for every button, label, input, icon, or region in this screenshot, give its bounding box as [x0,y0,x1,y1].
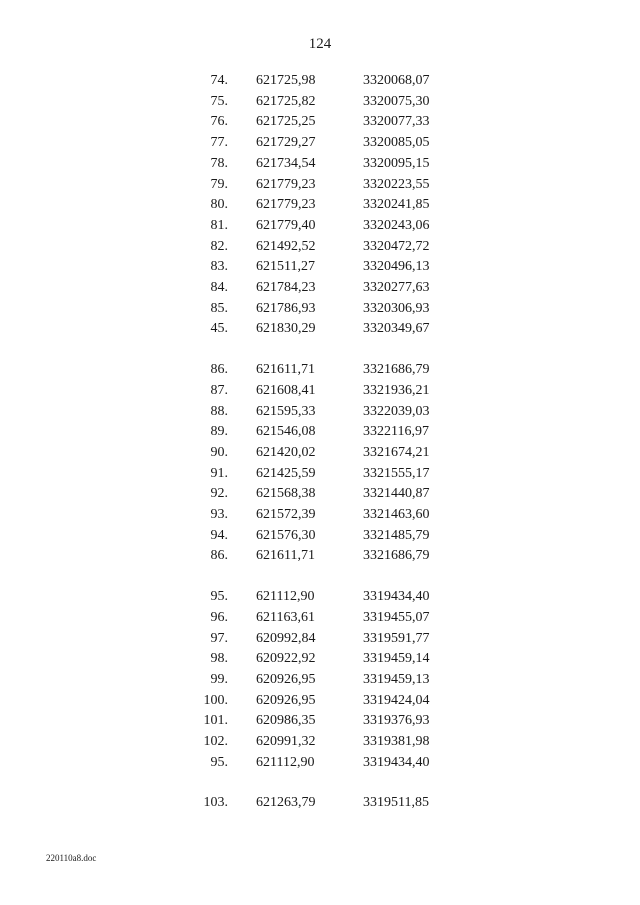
table-row [0,421,640,442]
y-coordinate: 3319434,40 [363,754,430,770]
x-coordinate: 621163,61 [256,609,315,625]
x-coordinate: 620926,95 [256,671,316,687]
table-row [0,132,640,153]
table-row [0,586,640,607]
table-row [0,174,640,195]
point-number: 95. [210,754,228,770]
table-row [0,442,640,463]
point-number: 100. [203,692,228,708]
point-number: 78. [210,155,228,171]
table-row [0,504,640,525]
point-number: 89. [210,424,228,440]
y-coordinate: 3319376,93 [363,713,430,729]
point-number: 74. [210,73,228,88]
y-coordinate: 3322039,03 [363,403,430,419]
point-number: 84. [210,280,228,295]
x-coordinate: 621611,71 [256,362,315,378]
table-row [0,111,640,132]
y-coordinate: 3319424,04 [363,692,430,708]
table-row [0,153,640,174]
x-coordinate: 621112,90 [256,589,315,605]
table-row [0,70,640,91]
x-coordinate: 621595,33 [256,403,316,419]
point-number: 76. [210,114,228,130]
point-number: 87. [210,382,228,398]
table-row [0,215,640,236]
table-row [0,752,640,773]
x-coordinate: 621112,90 [256,754,315,770]
x-coordinate: 621263,79 [256,795,316,811]
table-row [0,525,640,546]
x-coordinate: 621729,27 [256,135,316,151]
table-row [0,318,640,339]
x-coordinate: 620991,32 [256,734,316,749]
y-coordinate: 3319591,77 [363,630,430,646]
point-number: 93. [210,507,228,522]
point-number: 81. [210,217,228,233]
point-number: 79. [210,176,228,192]
x-coordinate: 621830,29 [256,321,316,337]
point-number: 91. [210,465,228,481]
table-row [0,277,640,298]
table-row [0,648,640,669]
x-coordinate: 621779,40 [256,217,316,233]
table-row [0,194,640,215]
table-row [0,256,640,277]
point-number: 83. [210,259,228,275]
y-coordinate: 3320243,06 [363,217,430,233]
point-number: 80. [210,197,228,213]
point-number: 96. [210,609,228,625]
table-row [0,669,640,690]
x-coordinate: 621576,30 [256,527,316,543]
y-coordinate: 3321555,17 [363,465,430,481]
x-coordinate: 621608,41 [256,382,316,398]
y-coordinate: 3321936,21 [363,382,430,398]
table-row [0,91,640,112]
x-coordinate: 621511,27 [256,259,315,275]
y-coordinate: 3320349,67 [363,321,430,337]
point-number: 77. [210,135,228,151]
table-row [0,401,640,422]
x-coordinate: 621725,98 [256,73,316,88]
y-coordinate: 3321674,21 [363,444,430,460]
table-row [0,359,640,380]
y-coordinate: 3321485,79 [363,527,430,543]
y-coordinate: 3320077,33 [363,114,430,130]
point-number: 88. [210,403,228,419]
y-coordinate: 3320277,63 [363,280,430,295]
point-number: 98. [210,651,228,667]
x-coordinate: 621546,08 [256,424,316,440]
y-coordinate: 3320085,05 [363,135,430,151]
footer-filename: 220110a8.doc [46,853,97,863]
y-coordinate: 3320472,72 [363,238,430,254]
point-number: 95. [210,589,228,605]
y-coordinate: 3319381,98 [363,734,430,749]
point-number: 86. [210,548,228,564]
y-coordinate: 3319459,13 [363,671,430,687]
point-number: 45. [210,321,228,337]
point-number: 99. [210,671,228,687]
point-number: 86. [210,362,228,378]
x-coordinate: 621572,39 [256,507,316,522]
table-row [0,463,640,484]
table-row [0,792,640,813]
y-coordinate: 3319511,85 [363,795,429,811]
x-coordinate: 621492,52 [256,238,316,254]
x-coordinate: 621784,23 [256,280,316,295]
x-coordinate: 621725,82 [256,93,316,109]
y-coordinate: 3321463,60 [363,507,430,522]
y-coordinate: 3321440,87 [363,486,430,502]
y-coordinate: 3321686,79 [363,362,430,378]
point-number: 101. [203,713,228,729]
table-row [0,690,640,711]
table-row [0,731,640,752]
page-number: 124 [308,36,332,52]
y-coordinate: 3319434,40 [363,589,430,605]
x-coordinate: 621725,25 [256,114,316,130]
point-number: 94. [210,527,228,543]
y-coordinate: 3322116,97 [363,424,429,440]
y-coordinate: 3321686,79 [363,548,430,564]
x-coordinate: 621568,38 [256,486,316,502]
y-coordinate: 3320241,85 [363,197,430,213]
point-number: 92. [210,486,228,502]
x-coordinate: 621734,54 [256,155,316,171]
point-number: 85. [210,300,228,316]
point-number: 97. [210,630,228,646]
point-number: 90. [210,444,228,460]
x-coordinate: 621425,59 [256,465,316,481]
y-coordinate: 3320223,55 [363,176,430,192]
table-row [0,607,640,628]
y-coordinate: 3320306,93 [363,300,430,316]
x-coordinate: 621779,23 [256,176,316,192]
point-number: 75. [210,93,228,109]
x-coordinate: 620986,35 [256,713,316,729]
table-row [0,483,640,504]
x-coordinate: 620992,84 [256,630,316,646]
x-coordinate: 621611,71 [256,548,315,564]
point-number: 103. [203,795,228,811]
table-row [0,236,640,257]
table-row [0,628,640,649]
y-coordinate: 3320075,30 [363,93,430,109]
table-row [0,380,640,401]
point-number: 102. [203,734,228,749]
y-coordinate: 3319455,07 [363,609,430,625]
x-coordinate: 621779,23 [256,197,316,213]
table-row [0,298,640,319]
point-number: 82. [210,238,228,254]
y-coordinate: 3320095,15 [363,155,430,171]
x-coordinate: 621786,93 [256,300,316,316]
x-coordinate: 620922,92 [256,651,316,667]
y-coordinate: 3319459,14 [363,651,430,667]
table-row [0,710,640,731]
x-coordinate: 620926,95 [256,692,316,708]
table-row [0,545,640,566]
x-coordinate: 621420,02 [256,444,316,460]
y-coordinate: 3320068,07 [363,73,430,88]
y-coordinate: 3320496,13 [363,259,430,275]
